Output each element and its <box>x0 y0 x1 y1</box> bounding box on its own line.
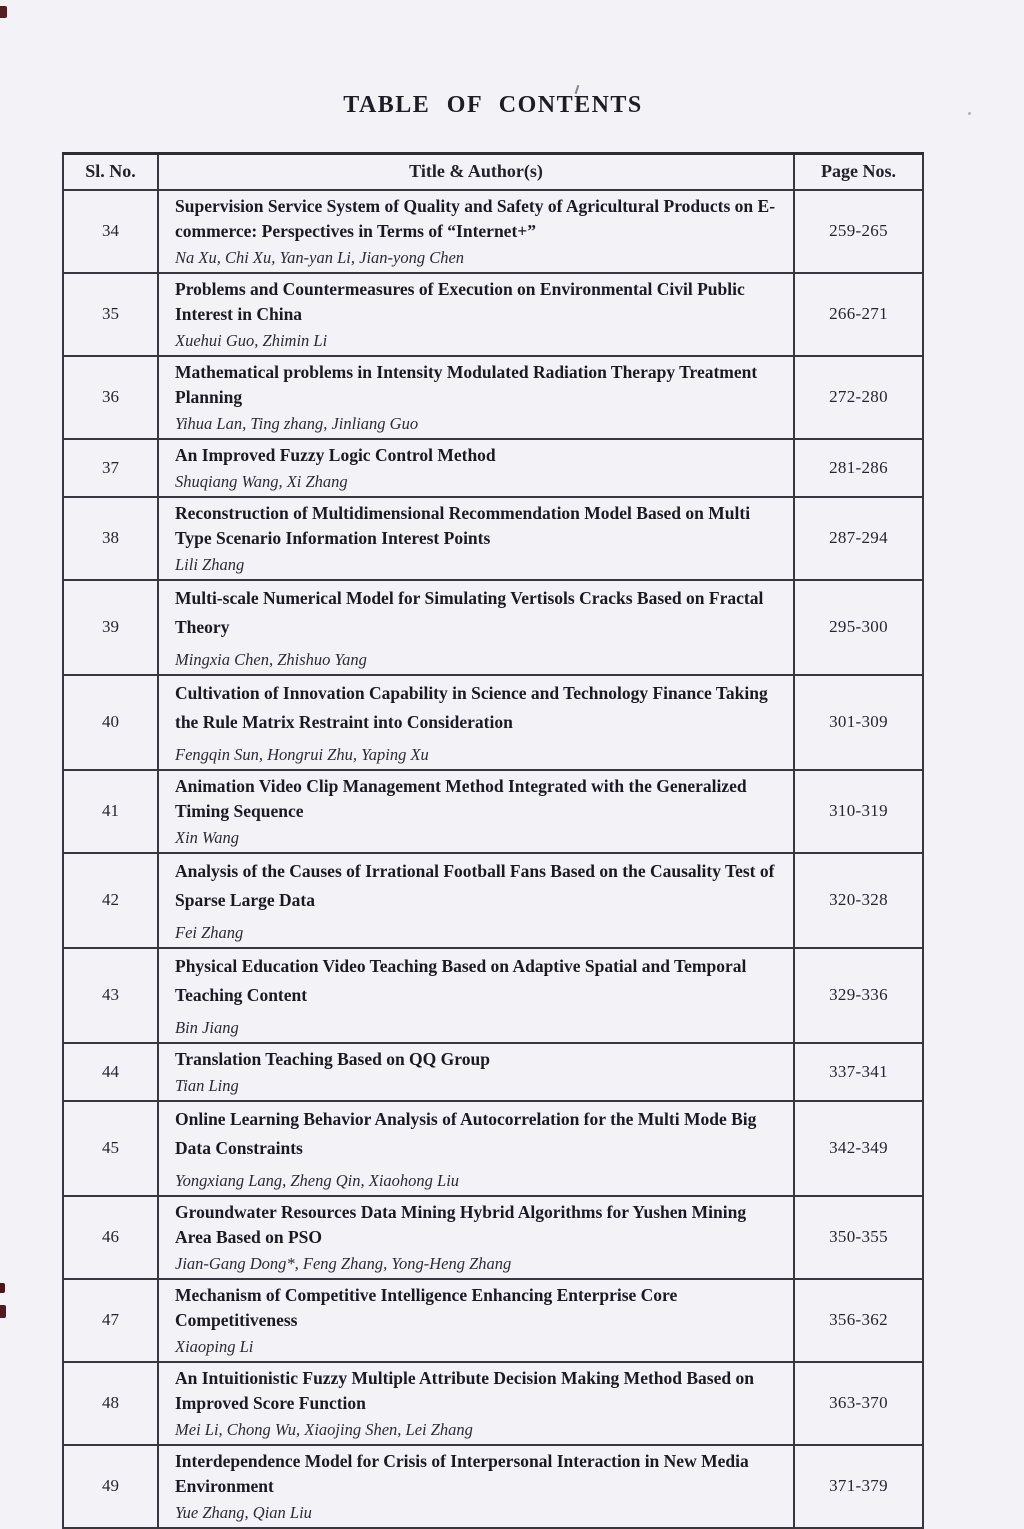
entry-title: Online Learning Behavior Analysis of Autocorrelation for the Multi Mode Big Data Constraints <box>175 1108 757 1158</box>
entry-authors: Mingxia Chen, Zhishuo Yang <box>175 649 367 669</box>
table-row <box>63 1043 923 1101</box>
row-page-nos: 320-328 <box>794 853 923 948</box>
entry-authors: Fengqin Sun, Hongrui Zhu, Yaping Xu <box>175 744 429 764</box>
table-row <box>63 190 923 273</box>
row-sl-no: 44 <box>63 1043 158 1101</box>
row-sl-no: 35 <box>63 273 158 356</box>
header-sl-no: Sl. No. <box>63 154 158 190</box>
row-page-nos: 371-379 <box>794 1445 923 1528</box>
entry-title: Problems and Countermeasures of Execution on Environmental Civil Public Interest in China <box>175 278 745 324</box>
toc-table <box>62 152 924 1529</box>
row-page-nos: 266-271 <box>794 273 923 356</box>
header-title-authors: Title & Author(s) <box>158 154 794 190</box>
entry-title: Interdependence Model for Crisis of Interpersonal Interaction in New Media Environment <box>175 1450 749 1496</box>
row-sl-no: 49 <box>63 1445 158 1528</box>
table-row <box>63 948 923 1043</box>
row-page-nos: 337-341 <box>794 1043 923 1101</box>
entry-title: Translation Teaching Based on QQ Group <box>175 1048 490 1069</box>
row-page-nos: 363-370 <box>794 1362 923 1445</box>
row-sl-no: 41 <box>63 770 158 853</box>
row-sl-no: 37 <box>63 439 158 497</box>
table-row <box>63 1362 923 1445</box>
row-sl-no: 38 <box>63 497 158 580</box>
entry-authors: Xiaoping Li <box>175 1336 254 1356</box>
entry-title: Groundwater Resources Data Mining Hybrid Algorithms for Yushen Mining Area Based on PSO <box>175 1201 747 1247</box>
row-page-nos: 272-280 <box>794 356 923 439</box>
entry-title: Reconstruction of Multidimensional Recommendation Model Based on Multi Type Scenario Information Interest Points <box>175 502 751 548</box>
scan-artifact-bottom-left-2 <box>0 1305 6 1318</box>
scan-artifact-bottom-left-1 <box>0 1283 5 1293</box>
row-sl-no: 40 <box>63 675 158 770</box>
entry-title: Physical Education Video Teaching Based on Adaptive Spatial and Temporal Teaching Content <box>175 955 747 1005</box>
entry-title: Cultivation of Innovation Capability in Science and Technology Finance Taking the Rule Matrix Restraint into Consideration <box>175 682 768 732</box>
entry-title: Mechanism of Competitive Intelligence Enhancing Enterprise Core Competitiveness <box>175 1284 678 1330</box>
row-page-nos: 350-355 <box>794 1196 923 1279</box>
table-row <box>63 853 923 948</box>
entry-authors: Fei Zhang <box>175 922 244 942</box>
row-page-nos: 356-362 <box>794 1279 923 1362</box>
row-sl-no: 42 <box>63 853 158 948</box>
entry-title: Supervision Service System of Quality and Safety of Agricultural Products on E-commerce: Perspectives in Terms of “Internet+” <box>175 195 776 241</box>
entry-title: An Intuitionistic Fuzzy Multiple Attribute Decision Making Method Based on Improved Score Function <box>175 1367 754 1413</box>
row-sl-no: 34 <box>63 190 158 273</box>
entry-authors: Mei Li, Chong Wu, Xiaojing Shen, Lei Zhang <box>175 1419 473 1439</box>
row-sl-no: 48 <box>63 1362 158 1445</box>
table-row <box>63 497 923 580</box>
entry-authors: Na Xu, Chi Xu, Yan-yan Li, Jian-yong Chen <box>175 247 465 267</box>
entry-authors: Xuehui Guo, Zhimin Li <box>175 330 328 350</box>
table-row <box>63 1196 923 1279</box>
header-page-nos: Page Nos. <box>794 154 923 190</box>
table-header-row <box>63 154 923 190</box>
scan-artifact-top-left <box>0 6 7 18</box>
row-page-nos: 295-300 <box>794 580 923 675</box>
entry-title: Mathematical problems in Intensity Modulated Radiation Therapy Treatment Planning <box>175 361 758 407</box>
entry-authors: Xin Wang <box>175 827 240 847</box>
row-page-nos: 281-286 <box>794 439 923 497</box>
entry-authors: Yongxiang Lang, Zheng Qin, Xiaohong Liu <box>175 1170 460 1190</box>
row-page-nos: 301-309 <box>794 675 923 770</box>
row-sl-no: 43 <box>63 948 158 1043</box>
entry-title: An Improved Fuzzy Logic Control Method <box>175 444 496 465</box>
entry-authors: Shuqiang Wang, Xi Zhang <box>175 471 348 491</box>
table-row <box>63 770 923 853</box>
row-page-nos: 259-265 <box>794 190 923 273</box>
entry-authors: Yihua Lan, Ting zhang, Jinliang Guo <box>175 413 419 433</box>
row-page-nos: 342-349 <box>794 1101 923 1196</box>
entry-authors: Yue Zhang, Qian Liu <box>175 1502 312 1522</box>
entry-title: Multi-scale Numerical Model for Simulating Vertisols Cracks Based on Fractal Theory <box>175 587 764 637</box>
table-row <box>63 1445 923 1528</box>
row-sl-no: 47 <box>63 1279 158 1362</box>
row-page-nos: 287-294 <box>794 497 923 580</box>
row-sl-no: 36 <box>63 356 158 439</box>
entry-title: Animation Video Clip Management Method Integrated with the Generalized Timing Sequence <box>175 775 747 821</box>
row-sl-no: 39 <box>63 580 158 675</box>
row-page-nos: 310-319 <box>794 770 923 853</box>
entry-authors: Bin Jiang <box>175 1017 239 1037</box>
table-row <box>63 273 923 356</box>
row-sl-no: 46 <box>63 1196 158 1279</box>
table-row <box>63 675 923 770</box>
entry-authors: Tian Ling <box>175 1075 239 1095</box>
entry-authors: Jian-Gang Dong*, Feng Zhang, Yong-Heng Zhang <box>175 1253 512 1273</box>
table-row <box>63 439 923 497</box>
page-title: TABLE OF CONTENTS <box>343 92 643 118</box>
table-row <box>63 580 923 675</box>
table-row <box>63 1101 923 1196</box>
row-page-nos: 329-336 <box>794 948 923 1043</box>
entry-title: Analysis of the Causes of Irrational Football Fans Based on the Causality Test of Sparse Large Data <box>175 860 775 910</box>
table-row <box>63 1279 923 1362</box>
table-row <box>63 356 923 439</box>
entry-authors: Lili Zhang <box>175 554 245 574</box>
row-sl-no: 45 <box>63 1101 158 1196</box>
